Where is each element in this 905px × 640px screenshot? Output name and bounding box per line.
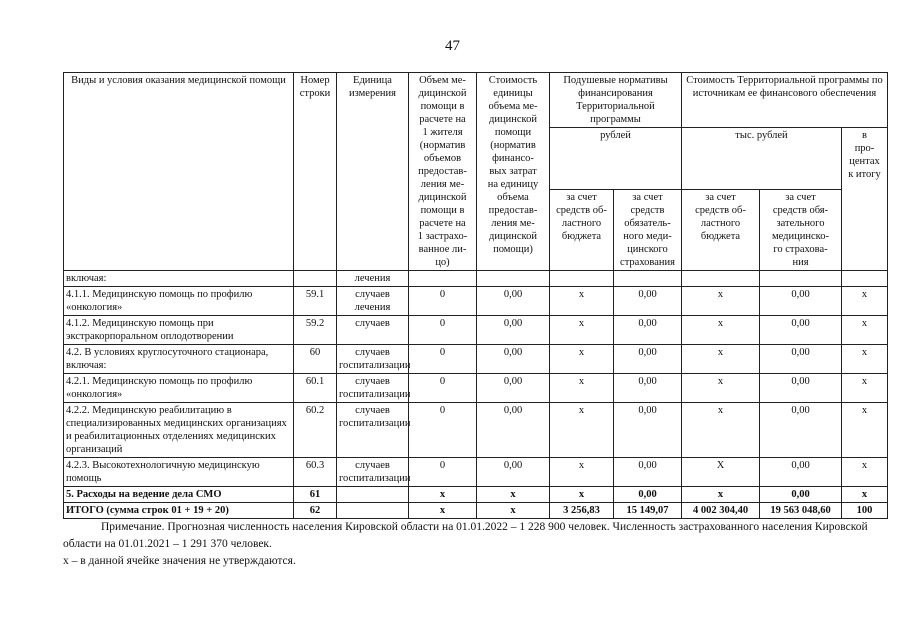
- cell-per-capita-regional: x: [550, 316, 614, 345]
- cell-name: 4.2.3. Высокотехнологичную медицинскую помощь: [64, 458, 294, 487]
- cell-percent: 100: [842, 503, 888, 519]
- table-row: [64, 374, 888, 403]
- cell-percent: [842, 271, 888, 287]
- cell-cost-oms: 0,00: [760, 316, 842, 345]
- cell-per-capita-oms: 0,00: [614, 458, 682, 487]
- cell-volume: 0: [409, 316, 477, 345]
- cell-cost-regional: x: [682, 316, 760, 345]
- cell-per-capita-oms: 0,00: [614, 287, 682, 316]
- cell-row-number: 61: [294, 487, 337, 503]
- cell-unit-cost: 0,00: [477, 458, 550, 487]
- cell-name: 4.2. В условиях круглосуточного стационара, включая:: [64, 345, 294, 374]
- header-unit-cost: Стоимость единицы объема ме- дицинской помощи (норматив финансо- вых затрат на единицу объема предостав- ления ме- дицинской помощи): [477, 73, 550, 271]
- cell-unit-cost: 0,00: [477, 316, 550, 345]
- cell-cost-oms: 0,00: [760, 374, 842, 403]
- table-row: [64, 345, 888, 374]
- notes: [63, 519, 887, 570]
- cell-volume: x: [409, 503, 477, 519]
- table-row: [64, 271, 888, 287]
- cell-per-capita-oms: 0,00: [614, 345, 682, 374]
- cell-unit-cost: 0,00: [477, 403, 550, 458]
- header-percent: в про- центах к итогу: [842, 128, 888, 271]
- cell-per-capita-oms: 15 149,07: [614, 503, 682, 519]
- cell-row-number: 60.3: [294, 458, 337, 487]
- cell-unit: случаев госпитализации: [337, 345, 409, 374]
- cell-name: 4.1.2. Медицинскую помощь при экстракорпоральном оплодотворении: [64, 316, 294, 345]
- cell-cost-regional: x: [682, 374, 760, 403]
- table-row: [64, 287, 888, 316]
- cell-row-number: 60: [294, 345, 337, 374]
- cell-per-capita-regional: x: [550, 374, 614, 403]
- header-name: Виды и условия оказания медицинской помощи: [64, 73, 294, 271]
- page-number: 47: [445, 38, 460, 54]
- cell-per-capita-regional: x: [550, 487, 614, 503]
- cell-unit-cost: x: [477, 503, 550, 519]
- cell-percent: x: [842, 458, 888, 487]
- cell-per-capita-regional: [550, 271, 614, 287]
- header-row-number: Номер строки: [294, 73, 337, 271]
- cell-name: 5. Расходы на ведение дела СМО: [64, 487, 294, 503]
- note-population: Примечание. Прогнозная численность населения Кировской области на 01.01.2022 – 1 228 900 человек. Численность застрахованного населения Кировской области на 01.01.2021 – 1 291 370 человек.: [63, 521, 868, 550]
- cell-cost-oms: 0,00: [760, 458, 842, 487]
- cell-row-number: 59.2: [294, 316, 337, 345]
- table-body: [64, 271, 888, 519]
- cell-unit-cost: 0,00: [477, 287, 550, 316]
- cell-cost-regional: x: [682, 345, 760, 374]
- cell-per-capita-oms: 0,00: [614, 316, 682, 345]
- cell-per-capita-regional: x: [550, 458, 614, 487]
- cell-percent: x: [842, 374, 888, 403]
- cell-percent: x: [842, 345, 888, 374]
- cell-cost-oms: 0,00: [760, 287, 842, 316]
- cell-cost-oms: [760, 271, 842, 287]
- cell-per-capita-regional: x: [550, 287, 614, 316]
- cell-cost-regional: x: [682, 287, 760, 316]
- cell-row-number: [294, 271, 337, 287]
- cell-name: включая:: [64, 271, 294, 287]
- cell-per-capita-regional: x: [550, 403, 614, 458]
- cell-unit: случаев госпитализации: [337, 374, 409, 403]
- cell-cost-oms: 0,00: [760, 345, 842, 374]
- cell-per-capita-regional: 3 256,83: [550, 503, 614, 519]
- cell-unit: [337, 487, 409, 503]
- header-cost-regional: за счет средств об- ластного бюджета: [682, 190, 760, 271]
- cell-unit-cost: 0,00: [477, 374, 550, 403]
- cell-per-capita-oms: 0,00: [614, 374, 682, 403]
- cell-percent: x: [842, 487, 888, 503]
- cell-unit: случаев: [337, 316, 409, 345]
- cell-volume: 0: [409, 374, 477, 403]
- cell-unit: случаев госпитализации: [337, 458, 409, 487]
- cell-unit-cost: 0,00: [477, 345, 550, 374]
- cell-row-number: 60.1: [294, 374, 337, 403]
- table-header: [64, 73, 888, 271]
- header-cost-group: Стоимость Территориальной программы по источникам ее финансового обеспечения: [682, 73, 888, 128]
- table-row: [64, 316, 888, 345]
- cell-cost-oms: 19 563 048,60: [760, 503, 842, 519]
- cell-cost-regional: [682, 271, 760, 287]
- cell-unit: случаев госпитализации: [337, 403, 409, 458]
- header-unit-thousand: тыс. рублей: [682, 128, 842, 190]
- header-cost-oms: за счет средств обя- зательного медицинско- го страхова- ния: [760, 190, 842, 271]
- cell-percent: x: [842, 316, 888, 345]
- table-row: [64, 487, 888, 503]
- header-unit-rub: рублей: [550, 128, 682, 190]
- cell-unit-cost: [477, 271, 550, 287]
- cell-row-number: 60.2: [294, 403, 337, 458]
- cell-volume: 0: [409, 403, 477, 458]
- cell-name: 4.1.1. Медицинскую помощь по профилю «онкология»: [64, 287, 294, 316]
- cell-row-number: 59.1: [294, 287, 337, 316]
- cell-volume: x: [409, 487, 477, 503]
- financing-table: [63, 72, 888, 519]
- table-row: [64, 503, 888, 519]
- cell-unit: случаев лечения: [337, 287, 409, 316]
- cell-unit: лечения: [337, 271, 409, 287]
- cell-volume: [409, 271, 477, 287]
- table-row: [64, 403, 888, 458]
- cell-volume: 0: [409, 345, 477, 374]
- header-per-capita-regional: за счет средств об- ластного бюджета: [550, 190, 614, 271]
- cell-percent: x: [842, 403, 888, 458]
- cell-volume: 0: [409, 287, 477, 316]
- cell-cost-regional: x: [682, 403, 760, 458]
- cell-cost-oms: 0,00: [760, 403, 842, 458]
- cell-cost-oms: 0,00: [760, 487, 842, 503]
- header-per-capita-oms: за счет средств обязатель- ного меди- цинского страхования: [614, 190, 682, 271]
- cell-per-capita-oms: 0,00: [614, 487, 682, 503]
- cell-name: 4.2.2. Медицинскую реабилитацию в специализированных медицинских организациях и реабилитационных отделениях медицинских организаций: [64, 403, 294, 458]
- cell-per-capita-oms: [614, 271, 682, 287]
- cell-cost-regional: X: [682, 458, 760, 487]
- header-per-capita-group: Подушевые нормативы финансирования Территориальной программы: [550, 73, 682, 128]
- cell-name: ИТОГО (сумма строк 01 + 19 + 20): [64, 503, 294, 519]
- cell-volume: 0: [409, 458, 477, 487]
- cell-percent: x: [842, 287, 888, 316]
- cell-name: 4.2.1. Медицинскую помощь по профилю «онкология»: [64, 374, 294, 403]
- cell-unit-cost: x: [477, 487, 550, 503]
- cell-per-capita-oms: 0,00: [614, 403, 682, 458]
- header-unit: Единица измерения: [337, 73, 409, 271]
- cell-cost-regional: 4 002 304,40: [682, 503, 760, 519]
- header-volume: Объем ме- дицинской помощи в расчете на 1 жителя (норматив объемов предостав- ления ме- дицинской помощи в расчете на 1 застрахо- ванное ли- цо): [409, 73, 477, 271]
- cell-row-number: 62: [294, 503, 337, 519]
- note-x-legend: х – в данной ячейке значения не утверждаются.: [63, 555, 296, 567]
- cell-unit: [337, 503, 409, 519]
- table-row: [64, 458, 888, 487]
- cell-cost-regional: x: [682, 487, 760, 503]
- cell-per-capita-regional: x: [550, 345, 614, 374]
